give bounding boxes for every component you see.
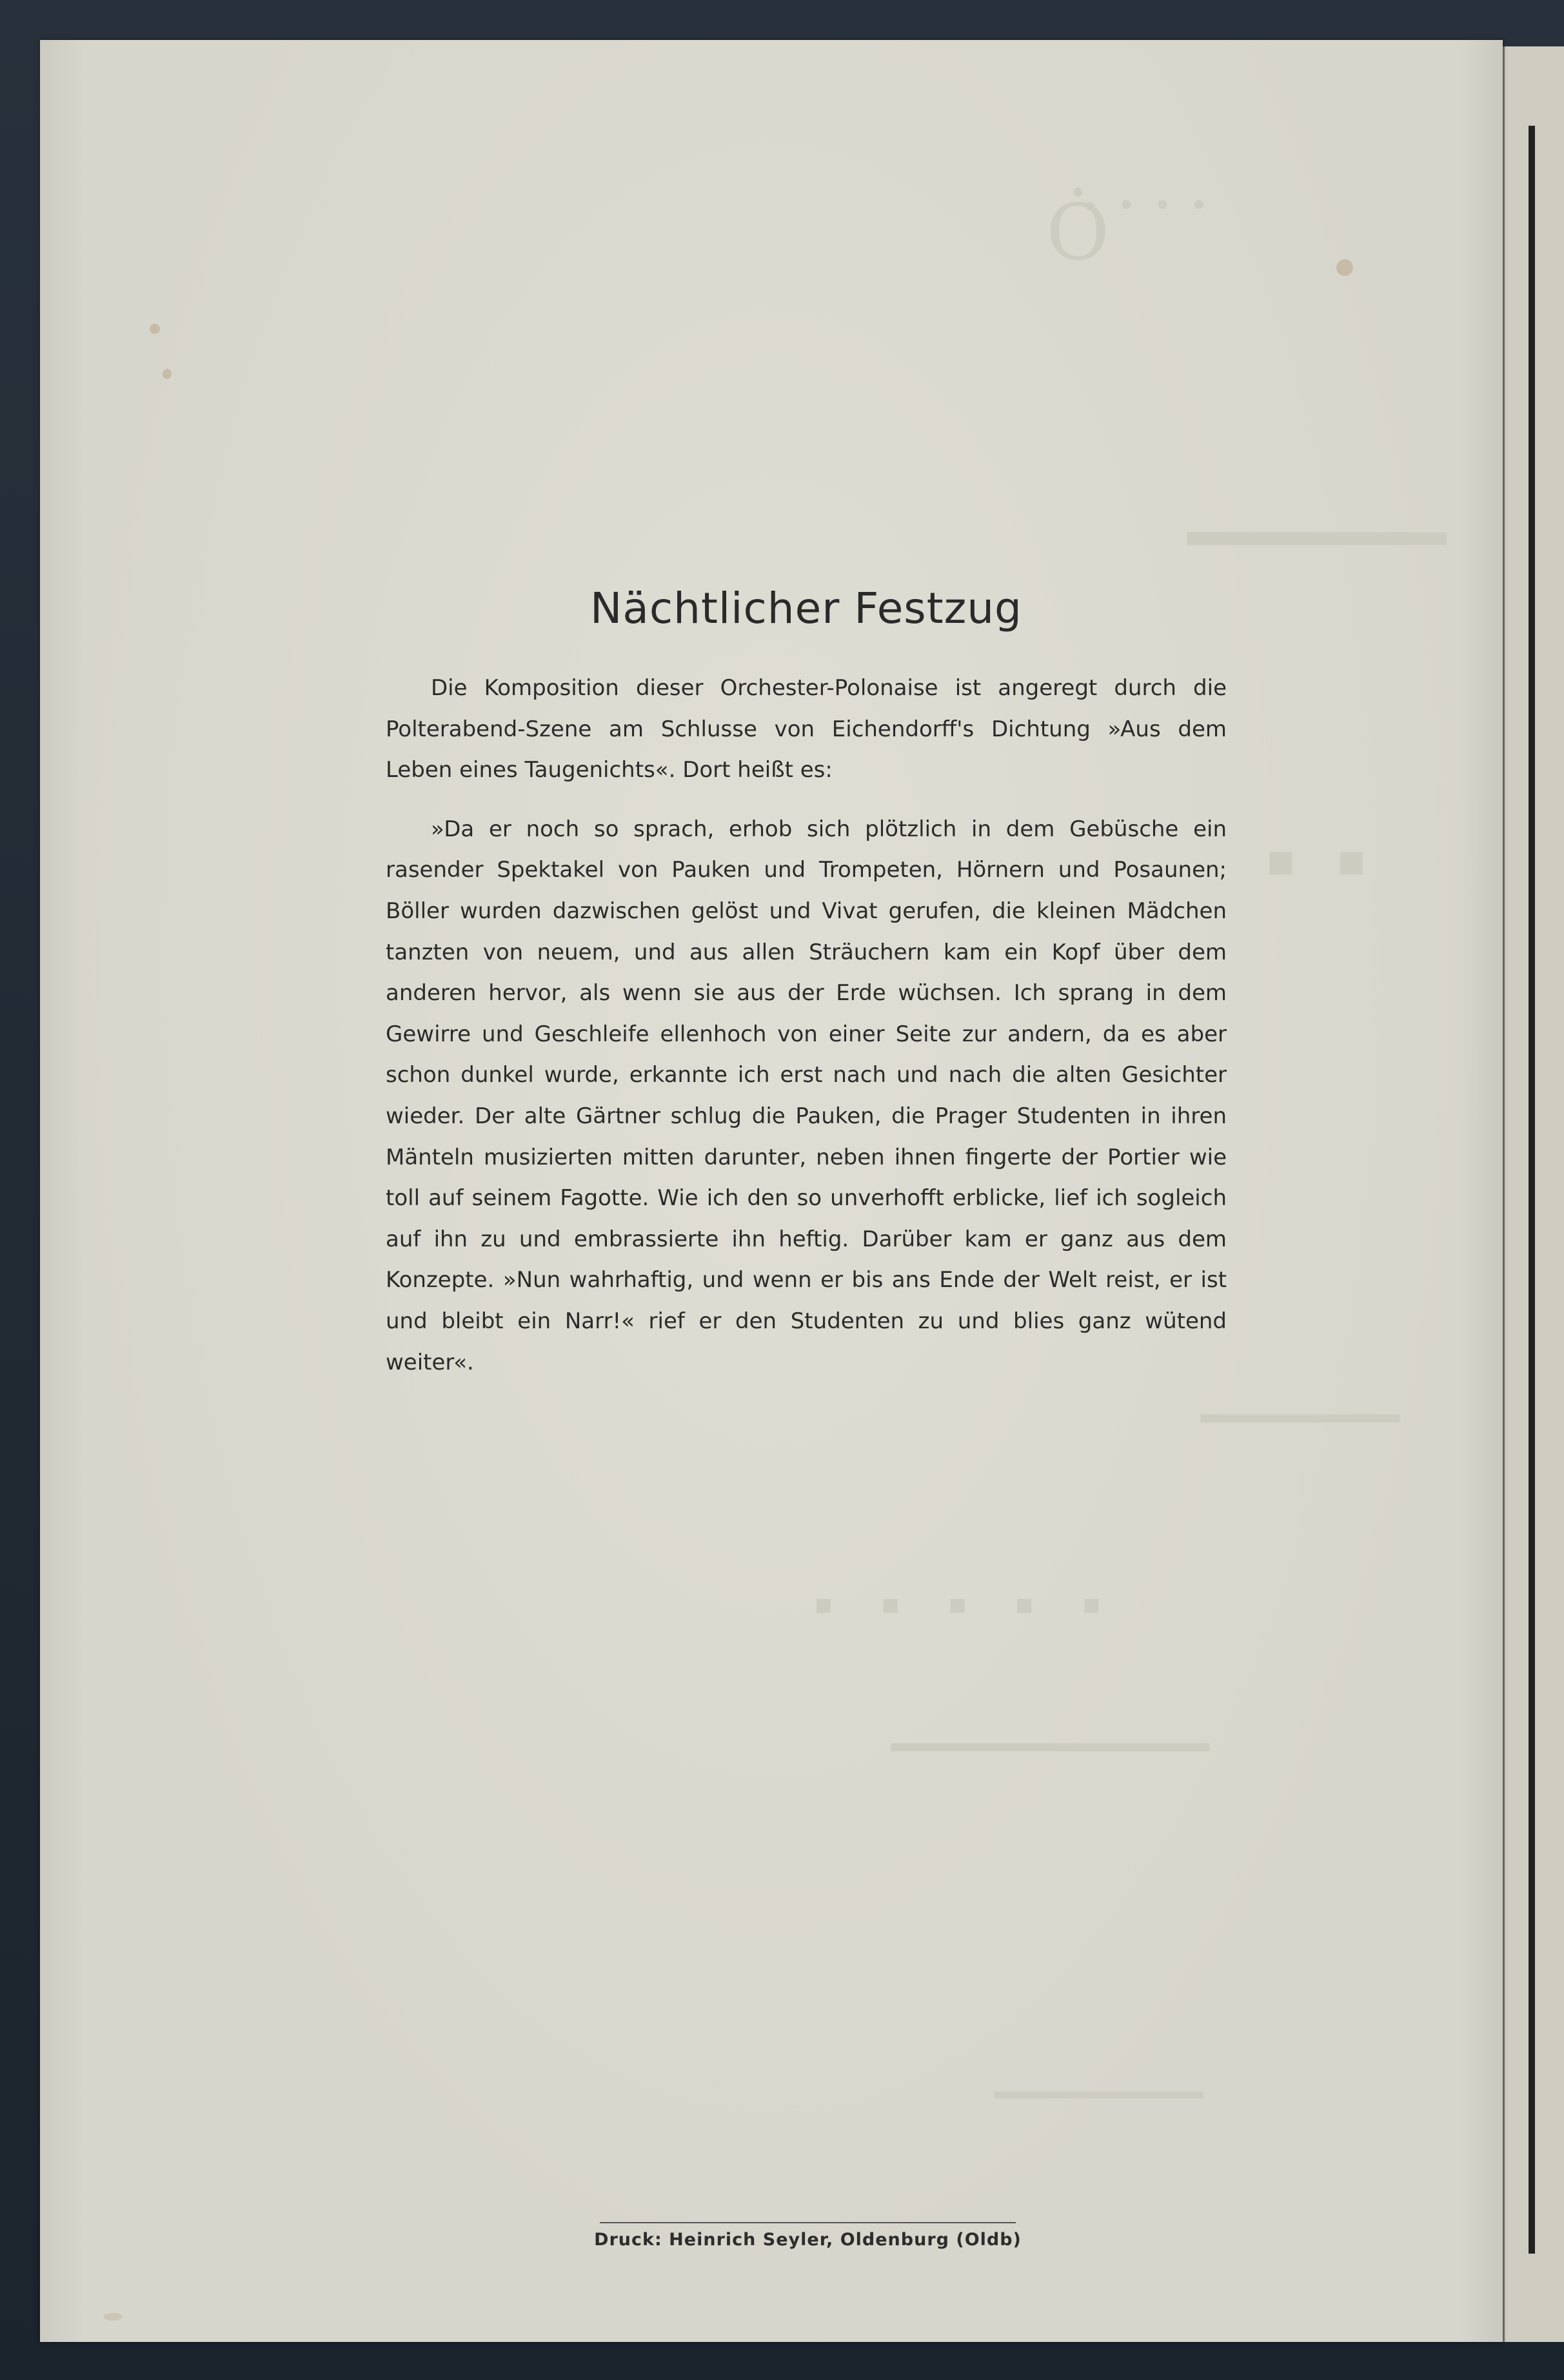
body-text [386, 668, 1227, 1383]
quote-paragraph: »Da er noch so sprach, erhob sich plötzlich in dem Gebüsche ein rasender Spektakel von Pauken und Trompeten, Hörnern und Posaunen; Böller wurden dazwischen gelöst und Vivat gerufen, die kleinen Mädchen tanzten von neuem, und aus allen Sträuchern kam ein Kopf über dem anderen hervor, als wenn sie aus der Erde wüchsen. Ich sprang in dem Gewirre und Geschleife ellenhoch von einer Seite zur andern, da es aber schon dunkel wurde, erkannte ich erst nach und nach die alten Gesichter wieder. Der alte Gärtner schlug die Pauken, die Prager Studenten in ihren Mänteln musizierten mitten darunter, neben ihnen fingerte der Portier wie toll auf seinem Fagotte. Wie ich den so unverhofft erblicke, lief ich sogleich auf ihn zu und embrassierte ihn heftig. Darüber kam er ganz aus dem Konzepte. »Nun wahrhaftig, und wenn er bis ans Ende der Welt reist, er ist und bleibt ein Narr!« rief er den Studenten zu und blies ganz wütend weiter«. [386, 816, 1227, 1375]
show-through-line: ▁▁▁▁▁▁▁▁ [891, 1691, 1209, 1751]
paper-stain [1336, 259, 1353, 276]
page-title: Nächtlicher Festzug [590, 584, 1022, 633]
paper-stain [150, 324, 160, 334]
intro-paragraph: Die Komposition dieser Orchester-Polonaise ist angeregt durch die Polterabend-Szene am Schlusse von Eichendorff's Dichtung »Aus dem Leben eines Taugenichts«. Dort heißt es: [386, 675, 1227, 783]
show-through-line: Ȯ̇ ̇ ̇ ̇ [1046, 188, 1230, 278]
printer-imprint: Druck: Heinrich Seyler, Oldenburg (Oldb) [594, 2230, 1022, 2250]
show-through-line: ▪ ▪ [1265, 833, 1380, 886]
adjacent-page-rule [1529, 126, 1535, 2254]
show-through-line: ▁▁▁▁ [1188, 446, 1446, 544]
imprint-divider [600, 2222, 1016, 2223]
show-through-line: ▁▁▁▁▁ [1201, 1362, 1400, 1422]
paper-stain [103, 2313, 123, 2321]
show-through-line: ▪ ▪ ▪ ▪ ▪ [814, 1588, 1121, 1620]
paper-stain [163, 369, 172, 379]
show-through-line: ▁▁▁▁▁▁ [995, 2045, 1203, 2098]
